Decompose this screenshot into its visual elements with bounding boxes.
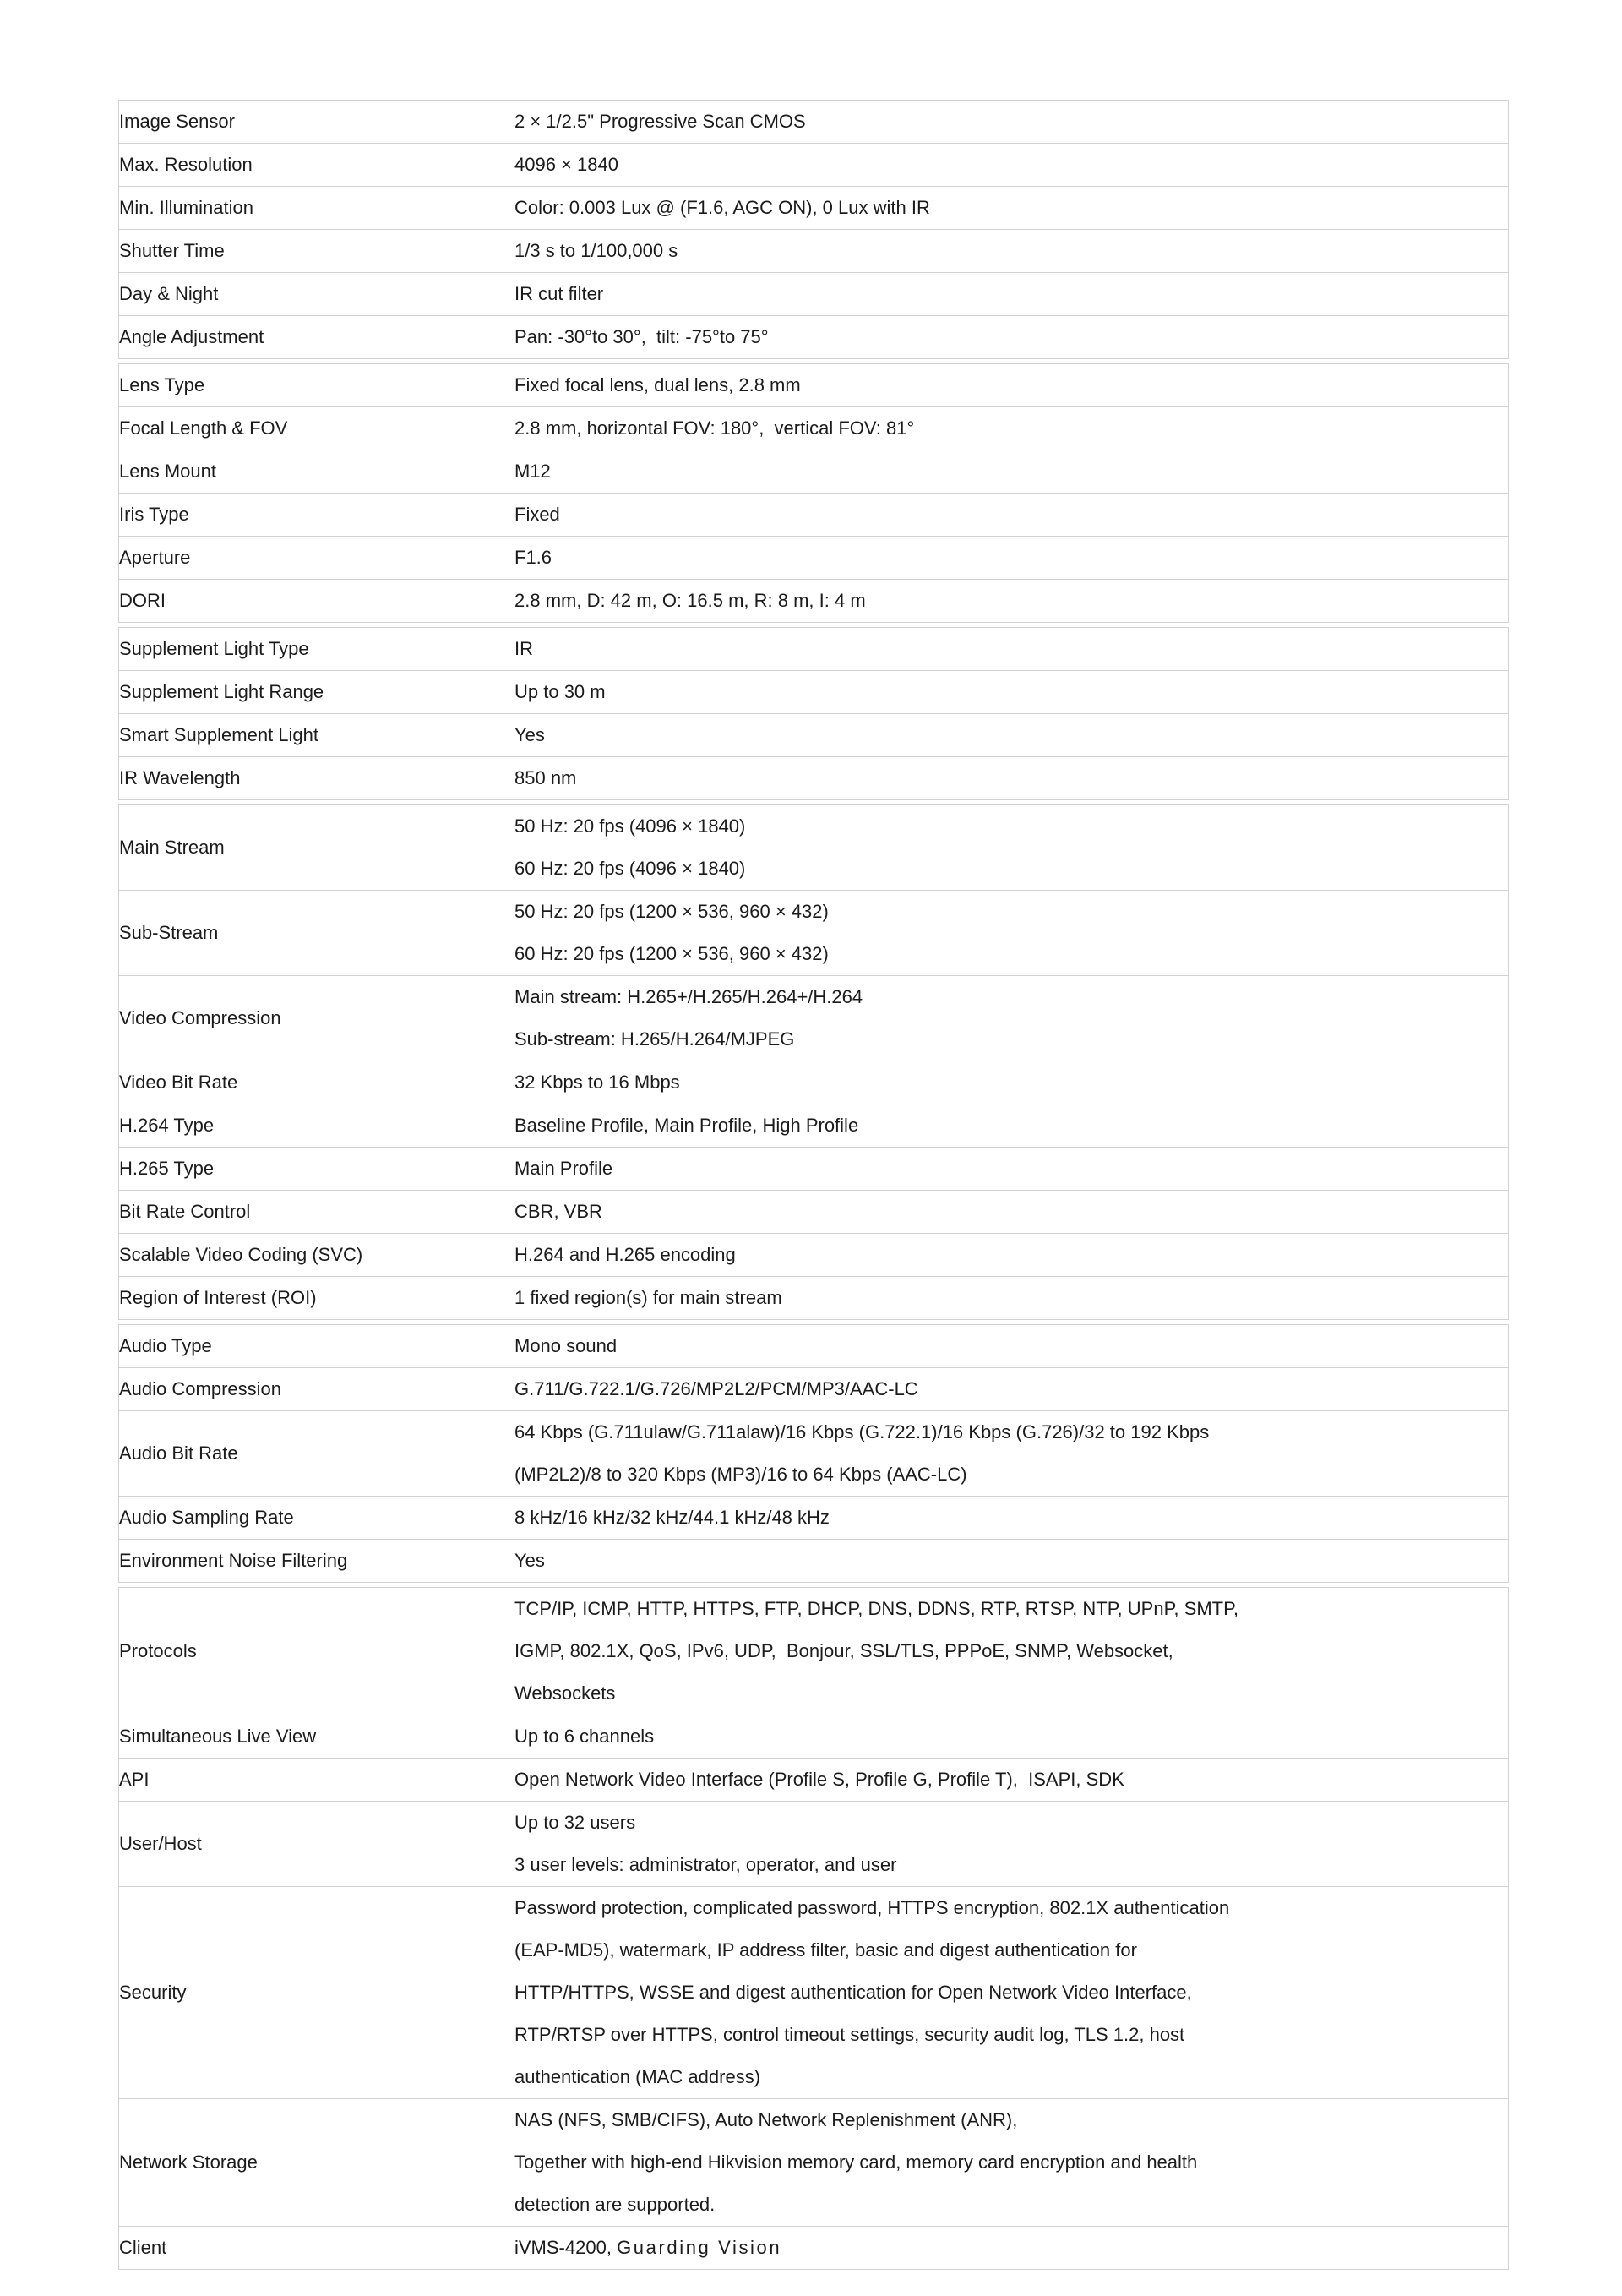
- spec-value-line: Fixed: [514, 504, 560, 525]
- spec-value: [514, 1802, 1509, 1887]
- spec-value-line: TCP/IP, ICMP, HTTP, HTTPS, FTP, DHCP, DNS, DDNS, RTP, RTSP, NTP, UPnP, SMTP,: [514, 1598, 1239, 1619]
- spec-value-line: (EAP-MD5), watermark, IP address filter, basic and digest authentication for: [514, 1939, 1137, 1961]
- spec-value-line: Main stream: H.265+/H.265/H.264+/H.264: [514, 986, 863, 1007]
- spec-value: [514, 628, 1509, 671]
- spec-value: [514, 805, 1509, 891]
- spec-value-line: 3 user levels: administrator, operator, and user: [514, 1854, 897, 1875]
- spec-value-line: 2.8 mm, D: 42 m, O: 16.5 m, R: 8 m, I: 4 m: [514, 590, 866, 611]
- spec-label: Sub-Stream: [119, 891, 514, 976]
- spec-label: Environment Noise Filtering: [119, 1540, 514, 1583]
- spec-value: [514, 144, 1509, 187]
- spec-value: [514, 1148, 1509, 1191]
- spec-label: Region of Interest (ROI): [119, 1277, 514, 1320]
- spec-label: H.265 Type: [119, 1148, 514, 1191]
- spec-label: Supplement Light Type: [119, 628, 514, 671]
- spec-value: [514, 1540, 1509, 1583]
- spec-value: [514, 1104, 1509, 1148]
- spec-row: [119, 714, 1509, 757]
- spec-row: [119, 1588, 1509, 1715]
- spec-label: Shutter Time: [119, 230, 514, 273]
- spec-value-line: Main Profile: [514, 1158, 613, 1179]
- spec-table-video: [118, 804, 1509, 1320]
- spec-value-spaced-text: Guarding Vision: [617, 2237, 782, 2258]
- spec-value: [514, 1497, 1509, 1540]
- spec-value-line: Sub-stream: H.265/H.264/MJPEG: [514, 1028, 795, 1050]
- spec-row: [119, 1148, 1509, 1191]
- spec-value-line: 850 nm: [514, 767, 577, 788]
- spec-value-line: IR: [514, 638, 533, 659]
- spec-label: Security: [119, 1887, 514, 2099]
- spec-label: Aperture: [119, 537, 514, 580]
- spec-value-line: 32 Kbps to 16 Mbps: [514, 1072, 680, 1093]
- spec-value-line: NAS (NFS, SMB/CIFS), Auto Network Replenishment (ANR),: [514, 2109, 1018, 2130]
- spec-row: [119, 1715, 1509, 1759]
- spec-label: Main Stream: [119, 805, 514, 891]
- spec-label: Protocols: [119, 1588, 514, 1715]
- spec-value: [514, 494, 1509, 537]
- spec-value-line: Open Network Video Interface (Profile S, Profile G, Profile T), ISAPI, SDK: [514, 1769, 1124, 1790]
- spec-value-line: Password protection, complicated password, HTTPS encryption, 802.1X authentication: [514, 1897, 1230, 1918]
- spec-label: Image Sensor: [119, 101, 514, 144]
- spec-value: [514, 1191, 1509, 1234]
- spec-value-line: Up to 6 channels: [514, 1726, 655, 1747]
- spec-value: [514, 230, 1509, 273]
- spec-label: Audio Compression: [119, 1368, 514, 1411]
- spec-value-line: 60 Hz: 20 fps (4096 × 1840): [514, 858, 746, 879]
- spec-value-line: authentication (MAC address): [514, 2066, 761, 2087]
- spec-row: [119, 580, 1509, 623]
- spec-label: Min. Illumination: [119, 187, 514, 230]
- spec-label: Lens Mount: [119, 450, 514, 494]
- spec-value: [514, 407, 1509, 450]
- spec-value-line: 64 Kbps (G.711ulaw/G.711alaw)/16 Kbps (G.722.1)/16 Kbps (G.726)/32 to 192 Kbps: [514, 1421, 1210, 1442]
- spec-value: [514, 1715, 1509, 1759]
- spec-label: Bit Rate Control: [119, 1191, 514, 1234]
- spec-value: [514, 187, 1509, 230]
- spec-value-line: IGMP, 802.1X, QoS, IPv6, UDP, Bonjour, SSL/TLS, PPPoE, SNMP, Websocket,: [514, 1640, 1173, 1661]
- spec-label: Supplement Light Range: [119, 671, 514, 714]
- spec-value: [514, 316, 1509, 359]
- spec-table-network: [118, 1587, 1509, 2270]
- spec-value: [514, 1759, 1509, 1802]
- spec-row: [119, 1234, 1509, 1277]
- spec-row: [119, 671, 1509, 714]
- spec-value-line: Up to 32 users: [514, 1812, 636, 1833]
- spec-row: [119, 407, 1509, 450]
- spec-value: [514, 273, 1509, 316]
- spec-row: [119, 316, 1509, 359]
- spec-value-line: detection are supported.: [514, 2194, 716, 2215]
- spec-value: [514, 757, 1509, 800]
- spec-value-line: Pan: -30°to 30°, tilt: -75°to 75°: [514, 326, 769, 347]
- spec-value-line: 2.8 mm, horizontal FOV: 180°, vertical FOV: 81°: [514, 417, 915, 439]
- spec-row: [119, 1061, 1509, 1104]
- spec-value-line: Websockets: [514, 1682, 616, 1704]
- spec-row: [119, 628, 1509, 671]
- spec-value-line: Yes: [514, 1550, 545, 1571]
- spec-row: [119, 1497, 1509, 1540]
- spec-value-line: 2 × 1/2.5" Progressive Scan CMOS: [514, 111, 806, 132]
- spec-value-line: IR cut filter: [514, 283, 604, 304]
- spec-value: [514, 1588, 1509, 1715]
- spec-value-line: (MP2L2)/8 to 320 Kbps (MP3)/16 to 64 Kbps (AAC-LC): [514, 1464, 967, 1485]
- spec-label: API: [119, 1759, 514, 1802]
- spec-value-line: G.711/G.722.1/G.726/MP2L2/PCM/MP3/AAC-LC: [514, 1378, 918, 1399]
- spec-row: [119, 1411, 1509, 1497]
- spec-value-line: Fixed focal lens, dual lens, 2.8 mm: [514, 374, 801, 395]
- spec-value-line: F1.6: [514, 547, 552, 568]
- spec-value-line: 60 Hz: 20 fps (1200 × 536, 960 × 432): [514, 943, 829, 964]
- spec-value: [514, 2227, 1509, 2270]
- spec-value-line: 50 Hz: 20 fps (4096 × 1840): [514, 815, 746, 837]
- spec-row: [119, 1802, 1509, 1887]
- spec-value: [514, 537, 1509, 580]
- spec-value: [514, 976, 1509, 1061]
- spec-label: Smart Supplement Light: [119, 714, 514, 757]
- spec-value: [514, 1061, 1509, 1104]
- spec-row: [119, 450, 1509, 494]
- spec-row: [119, 364, 1509, 407]
- spec-row: [119, 230, 1509, 273]
- spec-value-line: iVMS-4200, Guarding Vision: [514, 2237, 782, 2258]
- spec-label: Focal Length & FOV: [119, 407, 514, 450]
- spec-value-line: Baseline Profile, Main Profile, High Profile: [514, 1115, 859, 1136]
- spec-value-line: Mono sound: [514, 1335, 618, 1356]
- spec-value: [514, 1325, 1509, 1368]
- spec-table-camera: [118, 100, 1509, 359]
- spec-value-line: 4096 × 1840: [514, 154, 618, 175]
- spec-row: [119, 976, 1509, 1061]
- spec-value: [514, 1277, 1509, 1320]
- spec-label: Video Compression: [119, 976, 514, 1061]
- spec-label: DORI: [119, 580, 514, 623]
- spec-row: [119, 494, 1509, 537]
- spec-value: [514, 1368, 1509, 1411]
- spec-table-audio: [118, 1324, 1509, 1583]
- spec-row: [119, 101, 1509, 144]
- spec-label: Scalable Video Coding (SVC): [119, 1234, 514, 1277]
- spec-row: [119, 1759, 1509, 1802]
- spec-table-lens: [118, 363, 1509, 623]
- spec-row: [119, 144, 1509, 187]
- spec-label: Iris Type: [119, 494, 514, 537]
- spec-label: Network Storage: [119, 2099, 514, 2227]
- spec-sheet: [118, 100, 1509, 2274]
- spec-label: Audio Sampling Rate: [119, 1497, 514, 1540]
- spec-row: [119, 1368, 1509, 1411]
- spec-value: [514, 364, 1509, 407]
- spec-label: IR Wavelength: [119, 757, 514, 800]
- spec-row: [119, 1104, 1509, 1148]
- spec-value-line: 1 fixed region(s) for main stream: [514, 1287, 782, 1308]
- spec-label: Video Bit Rate: [119, 1061, 514, 1104]
- spec-row: [119, 537, 1509, 580]
- spec-row: [119, 2227, 1509, 2270]
- spec-label: Client: [119, 2227, 514, 2270]
- spec-value: [514, 450, 1509, 494]
- spec-label: H.264 Type: [119, 1104, 514, 1148]
- spec-label: Simultaneous Live View: [119, 1715, 514, 1759]
- spec-value: [514, 1411, 1509, 1497]
- spec-value-line: M12: [514, 461, 551, 482]
- spec-value: [514, 1234, 1509, 1277]
- spec-row: [119, 805, 1509, 891]
- spec-row: [119, 1325, 1509, 1368]
- spec-label: Day & Night: [119, 273, 514, 316]
- spec-row: [119, 757, 1509, 800]
- spec-label: Angle Adjustment: [119, 316, 514, 359]
- spec-value: [514, 891, 1509, 976]
- spec-row: [119, 1887, 1509, 2099]
- spec-value-line: CBR, VBR: [514, 1201, 602, 1222]
- spec-value-line: Together with high-end Hikvision memory card, memory card encryption and health: [514, 2151, 1198, 2173]
- spec-value-line: HTTP/HTTPS, WSSE and digest authentication for Open Network Video Interface,: [514, 1982, 1192, 2003]
- spec-label: Max. Resolution: [119, 144, 514, 187]
- spec-value: [514, 101, 1509, 144]
- spec-row: [119, 1277, 1509, 1320]
- spec-row: [119, 187, 1509, 230]
- spec-label: User/Host: [119, 1802, 514, 1887]
- spec-value: [514, 671, 1509, 714]
- spec-label: Lens Type: [119, 364, 514, 407]
- spec-value-line: 50 Hz: 20 fps (1200 × 536, 960 × 432): [514, 901, 829, 922]
- spec-value: [514, 1887, 1509, 2099]
- spec-table-illuminator: [118, 627, 1509, 800]
- spec-row: [119, 1540, 1509, 1583]
- spec-value-line: Up to 30 m: [514, 681, 606, 702]
- spec-label: Audio Bit Rate: [119, 1411, 514, 1497]
- spec-row: [119, 1191, 1509, 1234]
- spec-value-line: Color: 0.003 Lux @ (F1.6, AGC ON), 0 Lux with IR: [514, 197, 930, 218]
- spec-value-line: RTP/RTSP over HTTPS, control timeout settings, security audit log, TLS 1.2, host: [514, 2024, 1185, 2045]
- spec-value-line: 8 kHz/16 kHz/32 kHz/44.1 kHz/48 kHz: [514, 1507, 830, 1528]
- spec-value-line: 1/3 s to 1/100,000 s: [514, 240, 678, 261]
- spec-value: [514, 714, 1509, 757]
- spec-value-line: Yes: [514, 724, 545, 745]
- spec-label: Audio Type: [119, 1325, 514, 1368]
- spec-value: [514, 580, 1509, 623]
- spec-value-line: H.264 and H.265 encoding: [514, 1244, 736, 1265]
- spec-row: [119, 2099, 1509, 2227]
- spec-row: [119, 273, 1509, 316]
- spec-row: [119, 891, 1509, 976]
- spec-value: [514, 2099, 1509, 2227]
